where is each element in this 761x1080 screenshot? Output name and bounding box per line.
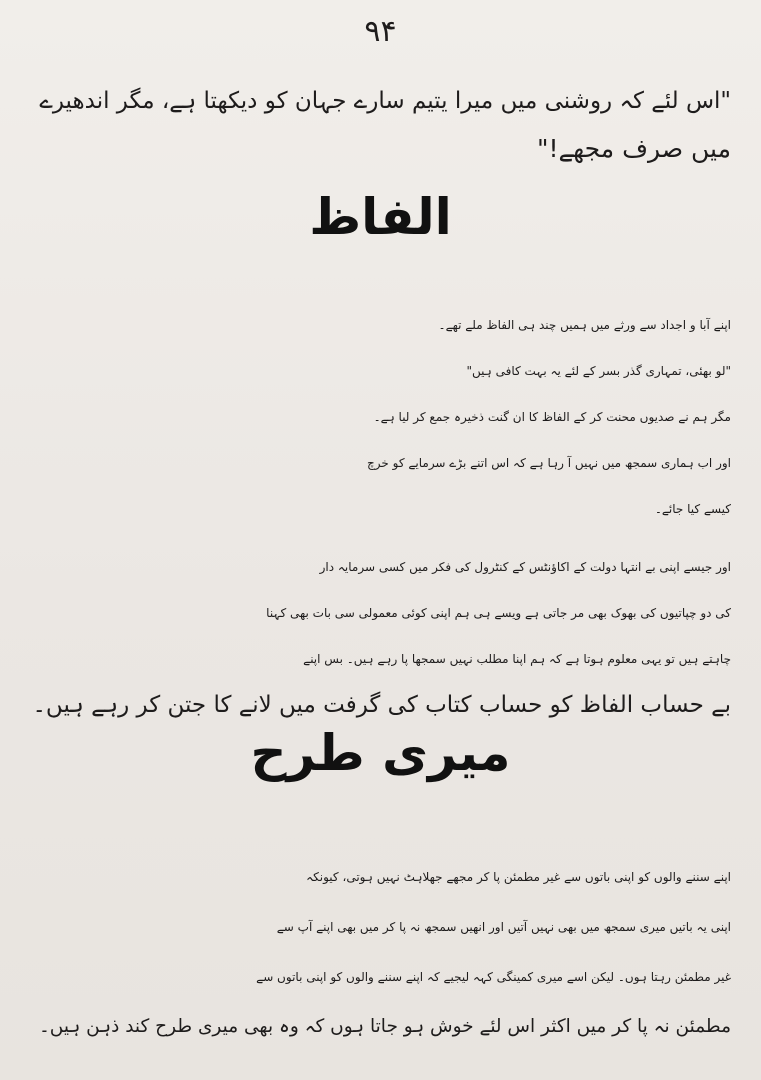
text-line: اور اب ہماری سمجھ میں نہیں آ رہا ہے کہ اس اتنے بڑے سرمایے کو خرچ: [367, 456, 731, 470]
section-heading-alfaaz: الفاظ: [309, 188, 452, 246]
section-2-body: [39, 852, 731, 1052]
text-line: اپنے سننے والوں کو اپنی باتوں سے غیر مطمئن پا کر مجھے جھلاہٹ نہیں ہوتی، کیونکہ: [306, 870, 731, 884]
text-line: اور جیسے اپنی بے انتہا دولت کے اکاؤنٹس کے کنٹرول کی فکر میں کسی سرمایہ دار: [319, 560, 731, 574]
text-line: غیر مطمئن رہتا ہوں۔ لیکن اسے میری کمینگی کہہ لیجیے کہ اپنے سننے والوں کو اپنی باتوں سے: [256, 970, 731, 984]
page-number: ۹۴: [364, 14, 397, 49]
text-line: "اس لئے کہ روشنی میں میرا یتیم سارے جہان کو دیکھتا ہے، مگر اندھیرے: [39, 88, 731, 114]
intro-paragraph: [39, 78, 731, 172]
text-line: مگر ہم نے صدیوں محنت کر کے الفاظ کا ان گنت ذخیرہ جمع کر لیا ہے۔: [373, 410, 731, 424]
section-1-body: [32, 302, 731, 728]
text-line: اپنی یہ باتیں میری سمجھ میں بھی نہیں آتیں اور انھیں سمجھ نہ پا کر میں بھی اپنے آپ سے: [276, 920, 731, 934]
text-line: "لو بھئی، تمہاری گذر بسر کے لئے یہ بہت کافی ہیں": [466, 364, 731, 378]
text-line: چاہتے ہیں تو یہی معلوم ہوتا ہے کہ ہم اپنا مطلب نہیں سمجھا پا رہے ہیں۔ بس اپنے: [303, 652, 731, 666]
text-line: میں صرف مجھے!": [536, 134, 731, 163]
text-line: مطمئن نہ پا کر میں اکثر اس لئے خوش ہو جاتا ہوں کہ وہ بھی میری طرح کند ذہن ہیں۔: [38, 1016, 731, 1037]
text-line: اپنے آبا و اجداد سے ورثے میں ہمیں چند ہی الفاظ ملے تھے۔: [438, 318, 731, 332]
text-line: کی دو چپاتیوں کی بھوک بھی مر جاتی ہے ویسے ہی ہم اپنی کوئی معمولی سی بات بھی کہنا: [266, 606, 731, 620]
text-line: کیسے کیا جائے۔: [654, 502, 731, 516]
text-line: بے حساب الفاظ کو حساب کتاب کی گرفت میں لانے کا جتن کر رہے ہیں۔: [32, 692, 731, 718]
section-heading-meri-tarah: میری طرح: [250, 724, 511, 782]
